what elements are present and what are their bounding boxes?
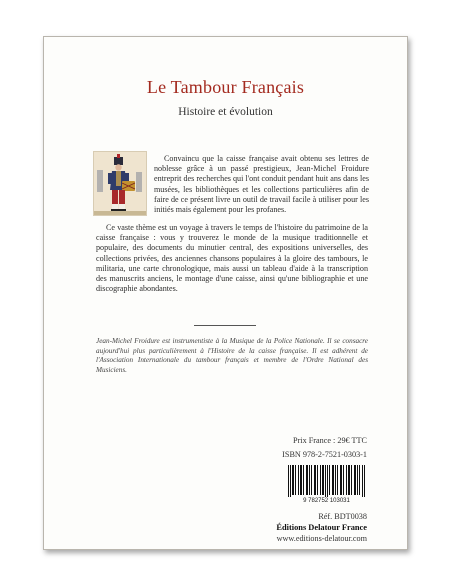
price-label: Prix France : 29€ TTC (293, 436, 367, 445)
description-paragraph: Ce vaste thème est un voyage à travers le temps de l'histoire du patrimoine de la caisse française : vous y trouverez le monde de la musique traditionnelle et populaire, des documents du minutier central, des expositions universelles, des collections privées, des anciennes chansons populaires à la gloire des tambours, le militaria, une carte chronologique, mais aussi un tableau d'aide à la transcription des manuscrits anciens, le montage d'une caisse, ainsi qu'une bibliographie et une discographie abondantes. (96, 223, 368, 294)
book-back-cover (43, 36, 408, 550)
publisher-website: www.editions-delatour.com (276, 534, 367, 543)
barcode (282, 465, 371, 505)
reference-label: Réf. BDT0038 (318, 512, 367, 521)
isbn-label: ISBN 978-2-7521-0303-1 (282, 450, 367, 459)
book-subtitle: Histoire et évolution (178, 106, 273, 118)
book-title: Le Tambour Français (146, 77, 305, 97)
barcode-digits: 9 782752 103031 (282, 497, 371, 505)
publisher-name: Éditions Delatour France (276, 523, 367, 532)
drummer-illustration (93, 151, 147, 216)
separator-rule (194, 325, 256, 326)
author-note: Jean-Michel Froidure est instrumentiste à la Musique de la Police Nationale. Il se consacre aujourd'hui plus particulièrement à l'Histoire de la caisse française. Il est adhérent de l'Association Internationale du tambour français et membre de l'Ordre National des Musiciens. (96, 337, 368, 374)
intro-paragraph: Convaincu que la caisse française avait obtenu ses lettres de noblesse grâce à un passé prestigieux, Jean-Michel Froidure entreprit des recherches qui l'ont conduit pendant huit ans dans les musées, les bibliothèques et les collections particulières afin de faire de ce présent livre un outil de travail facile à utiliser pour les initiés mais également pour les profanes. (154, 154, 369, 215)
